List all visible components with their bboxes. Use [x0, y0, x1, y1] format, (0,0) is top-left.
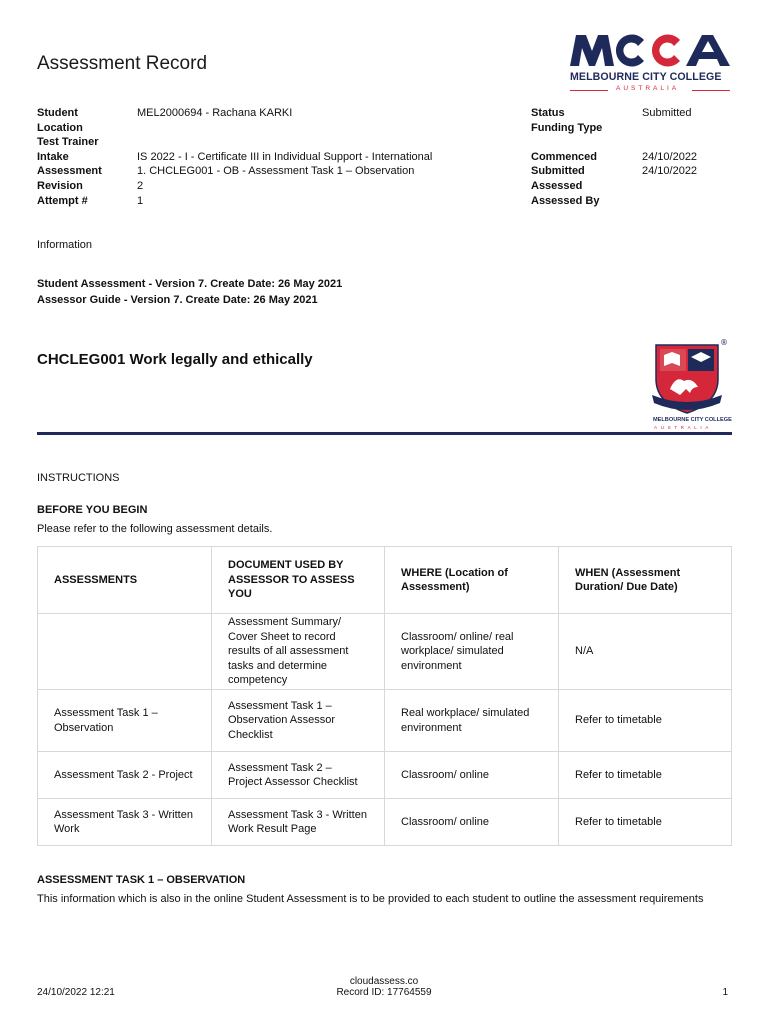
- commenced-label: Commenced: [531, 150, 598, 163]
- table-cell: Assessment Task 2 – Project Assessor Checklist: [212, 752, 385, 799]
- table-header: ASSESSMENTS: [38, 547, 212, 614]
- student-value: MEL2000694 - Rachana KARKI: [137, 107, 293, 119]
- task1-heading: ASSESSMENT TASK 1 – OBSERVATION: [37, 874, 246, 886]
- college-crest-icon: [650, 337, 732, 432]
- record-right-values: [642, 106, 697, 179]
- table-header: WHEN (Assessment Duration/ Due Date): [559, 547, 732, 614]
- record-left-labels: [37, 106, 102, 208]
- table-cell: Assessment Task 1 – Observation: [38, 690, 212, 752]
- submitted-label: Submitted: [531, 165, 585, 178]
- assessor-guide-version: Assessor Guide - Version 7. Create Date: 26 May 2021: [37, 294, 318, 306]
- logo-country: AUSTRALIA: [568, 85, 732, 95]
- footer-site: cloudassess.co: [349, 976, 419, 987]
- intake-value: IS 2022 - I - Certificate III in Individual Support - International: [137, 150, 433, 163]
- location-value: [137, 121, 432, 136]
- assessment-value: 1. CHCLEG001 - OB - Assessment Task 1 – Observation: [137, 165, 415, 178]
- page-title: Assessment Record: [37, 53, 208, 74]
- intake-label: Intake: [37, 150, 69, 163]
- table-header-row: [38, 547, 732, 614]
- assessment-table: [37, 546, 732, 846]
- record-left-values: [137, 106, 432, 208]
- funding-type-label: Funding Type: [531, 121, 603, 134]
- table-row: [38, 799, 732, 846]
- task1-description: This information which is also in the online Student Assessment is to be provided to each student to outline the assessment requirements: [37, 893, 704, 905]
- footer-record-id: Record ID: 17764559: [336, 987, 432, 998]
- table-header: DOCUMENT USED BY ASSESSOR TO ASSESS YOU: [212, 547, 385, 614]
- section-divider: [37, 432, 732, 435]
- table-cell: Assessment Task 3 - Written Work Result Page: [212, 799, 385, 846]
- table-row: [38, 614, 732, 690]
- assessed-label: Assessed: [531, 179, 583, 192]
- test-trainer-label: Test Trainer: [37, 136, 99, 149]
- table-cell: Classroom/ online/ real workplace/ simulated environment: [385, 614, 559, 690]
- table-cell: Classroom/ online: [385, 799, 559, 846]
- table-cell: Assessment Task 3 - Written Work: [38, 799, 212, 846]
- assessment-label: Assessment: [37, 165, 102, 178]
- student-label: Student: [37, 107, 78, 119]
- logo-college-name: MELBOURNE CITY COLLEGE: [570, 71, 722, 83]
- before-you-begin-heading: BEFORE YOU BEGIN: [37, 504, 148, 516]
- mcc-logo: [568, 31, 732, 97]
- table-cell: N/A: [559, 614, 732, 690]
- table-cell: Refer to timetable: [559, 752, 732, 799]
- revision-label: Revision: [37, 179, 83, 192]
- table-cell: Real workplace/ simulated environment: [385, 690, 559, 752]
- table-cell: Refer to timetable: [559, 799, 732, 846]
- table-cell: Assessment Summary/ Cover Sheet to record results of all assessment tasks and determine competency: [212, 614, 385, 690]
- record-right-labels: [531, 106, 602, 208]
- attempt-value: 1: [137, 194, 144, 207]
- footer-datetime: 24/10/2022 12:21: [37, 987, 115, 998]
- unit-title: CHCLEG001 Work legally and ethically: [37, 351, 313, 368]
- location-label: Location: [37, 121, 83, 134]
- assessed-by-label: Assessed By: [531, 194, 600, 207]
- instructions-heading: INSTRUCTIONS: [37, 472, 120, 484]
- table-row: [38, 752, 732, 799]
- table-cell: [38, 614, 212, 690]
- commenced-value: 24/10/2022: [642, 150, 698, 163]
- svg-text:®: ®: [720, 338, 728, 347]
- student-assessment-version: Student Assessment - Version 7. Create Date: 26 May 2021: [37, 278, 343, 290]
- footer-page-number: 1: [722, 987, 728, 998]
- status-value: Submitted: [642, 107, 692, 119]
- revision-value: 2: [137, 179, 144, 192]
- test-trainer-value: [137, 135, 432, 150]
- table-row: [38, 690, 732, 752]
- table-cell: Assessment Task 1 – Observation Assessor Checklist: [212, 690, 385, 752]
- table-header: WHERE (Location of Assessment): [385, 547, 559, 614]
- table-cell: Assessment Task 2 - Project: [38, 752, 212, 799]
- attempt-label: Attempt #: [37, 194, 88, 207]
- table-cell: Refer to timetable: [559, 690, 732, 752]
- mcca-wordmark-icon: [568, 31, 732, 67]
- table-cell: Classroom/ online: [385, 752, 559, 799]
- svg-text:AUSTRALIA: AUSTRALIA: [654, 425, 712, 430]
- submitted-value: 24/10/2022: [642, 165, 698, 178]
- refer-text: Please refer to the following assessment details.: [37, 523, 273, 535]
- status-label: Status: [531, 107, 565, 119]
- version-info: [37, 276, 342, 308]
- svg-text:MELBOURNE CITY COLLEGE: MELBOURNE CITY COLLEGE: [653, 417, 732, 423]
- information-heading: Information: [37, 239, 93, 251]
